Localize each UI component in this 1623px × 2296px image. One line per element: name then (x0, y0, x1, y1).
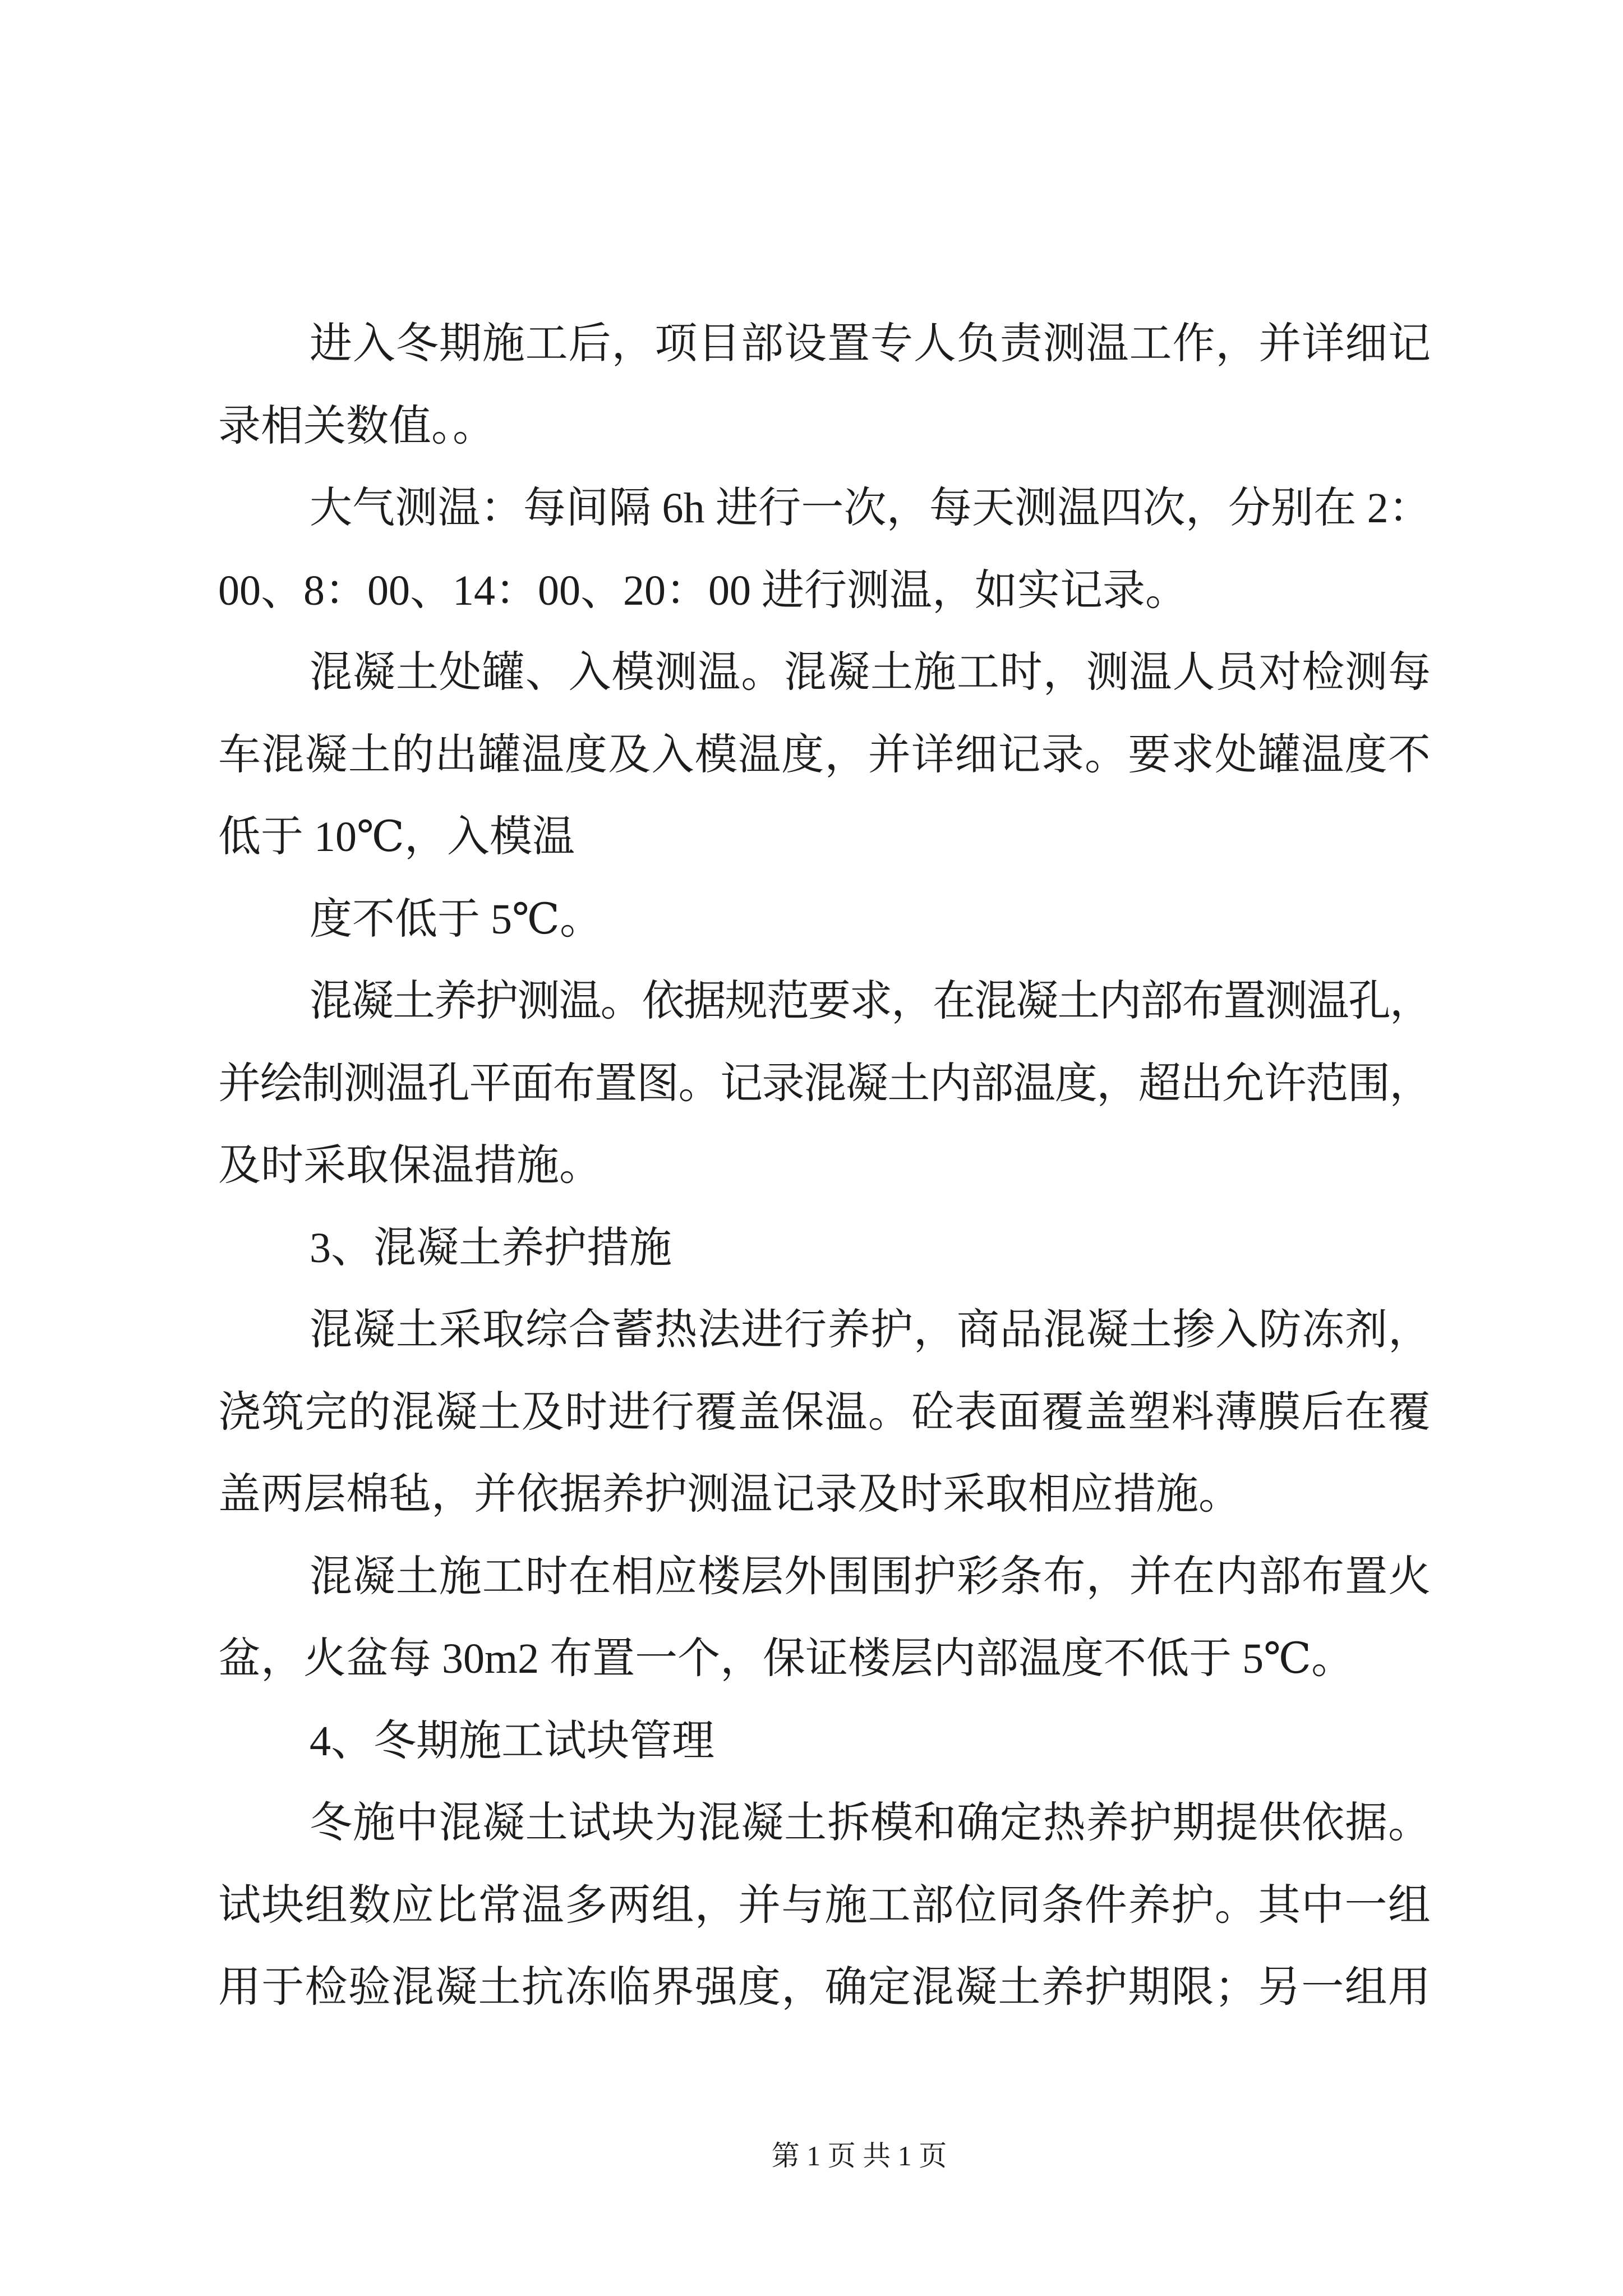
section-heading-line: 4、冬期施工试块管理 (310, 1717, 714, 1765)
page-number: 第 1 页 共 1 页 (771, 2140, 947, 2171)
document-body (218, 303, 1431, 2029)
paragraph-line: 00、8：00、14：00、20：00 进行测温，如实记录。 (218, 567, 1188, 614)
paragraph-line: 浇筑完的混凝土及时进行覆盖保温。砼表面覆盖塑料薄膜后在覆 (218, 1388, 1431, 1436)
paragraph (218, 960, 1431, 1207)
paragraph (218, 303, 1431, 467)
paragraph (218, 1782, 1431, 2029)
paragraph-line: 并绘制测温孔平面布置图。记录混凝土内部温度，超出允许范围， (218, 1060, 1431, 1107)
paragraph-line: 盆，火盆每 30m2 布置一个，保证楼层内部温度不低于 5℃。 (218, 1635, 1354, 1682)
paragraph (218, 467, 1431, 632)
paragraph (218, 878, 1431, 961)
paragraph-line: 及时采取保温措施。 (218, 1142, 602, 1189)
paragraph-line: 度不低于 5℃。 (310, 895, 603, 943)
paragraph-line: 混凝土养护测温。依据规范要求，在混凝土内部布置测温孔， (310, 978, 1431, 1025)
section-heading (218, 1700, 1431, 1783)
paragraph-line: 车混凝土的出罐温度及入模温度，并详细记录。要求处罐温度不 (218, 731, 1431, 779)
paragraph (218, 632, 1431, 878)
paragraph-line: 混凝土处罐、入模测温。混凝土施工时，测温人员对检测每 (310, 649, 1431, 696)
paragraph (218, 1289, 1431, 1536)
paragraph-line: 大气测温：每间隔 6h 进行一次，每天测温四次，分别在 2： (310, 485, 1431, 532)
paragraph (218, 1536, 1431, 1700)
section-heading-line: 3、混凝土养护措施 (310, 1224, 672, 1272)
paragraph-line: 混凝土采取综合蓄热法进行养护，商品混凝土掺入防冻剂， (310, 1306, 1431, 1354)
paragraph-line: 录相关数值。。 (218, 402, 495, 450)
paragraph-line: 冬施中混凝土试块为混凝土拆模和确定热养护期提供依据。 (310, 1800, 1431, 1847)
section-heading (218, 1207, 1431, 1290)
paragraph-line: 盖两层棉毡，并依据养护测温记录及时采取相应措施。 (218, 1471, 1241, 1518)
paragraph-line: 进入冬期施工后，项目部设置专人负责测温工作，并详细记 (310, 320, 1431, 367)
paragraph-line: 低于 10℃，入模温 (218, 813, 575, 861)
paragraph-line: 混凝土施工时在相应楼层外围围护彩条布，并在内部布置火 (310, 1553, 1431, 1600)
paragraph-line: 试块组数应比常温多两组，并与施工部位同条件养护。其中一组 (218, 1881, 1431, 1929)
page-footer (95, 2136, 1623, 2175)
paragraph-line: 用于检验混凝土抗冻临界强度，确定混凝土养护期限；另一组用 (218, 1964, 1431, 2011)
